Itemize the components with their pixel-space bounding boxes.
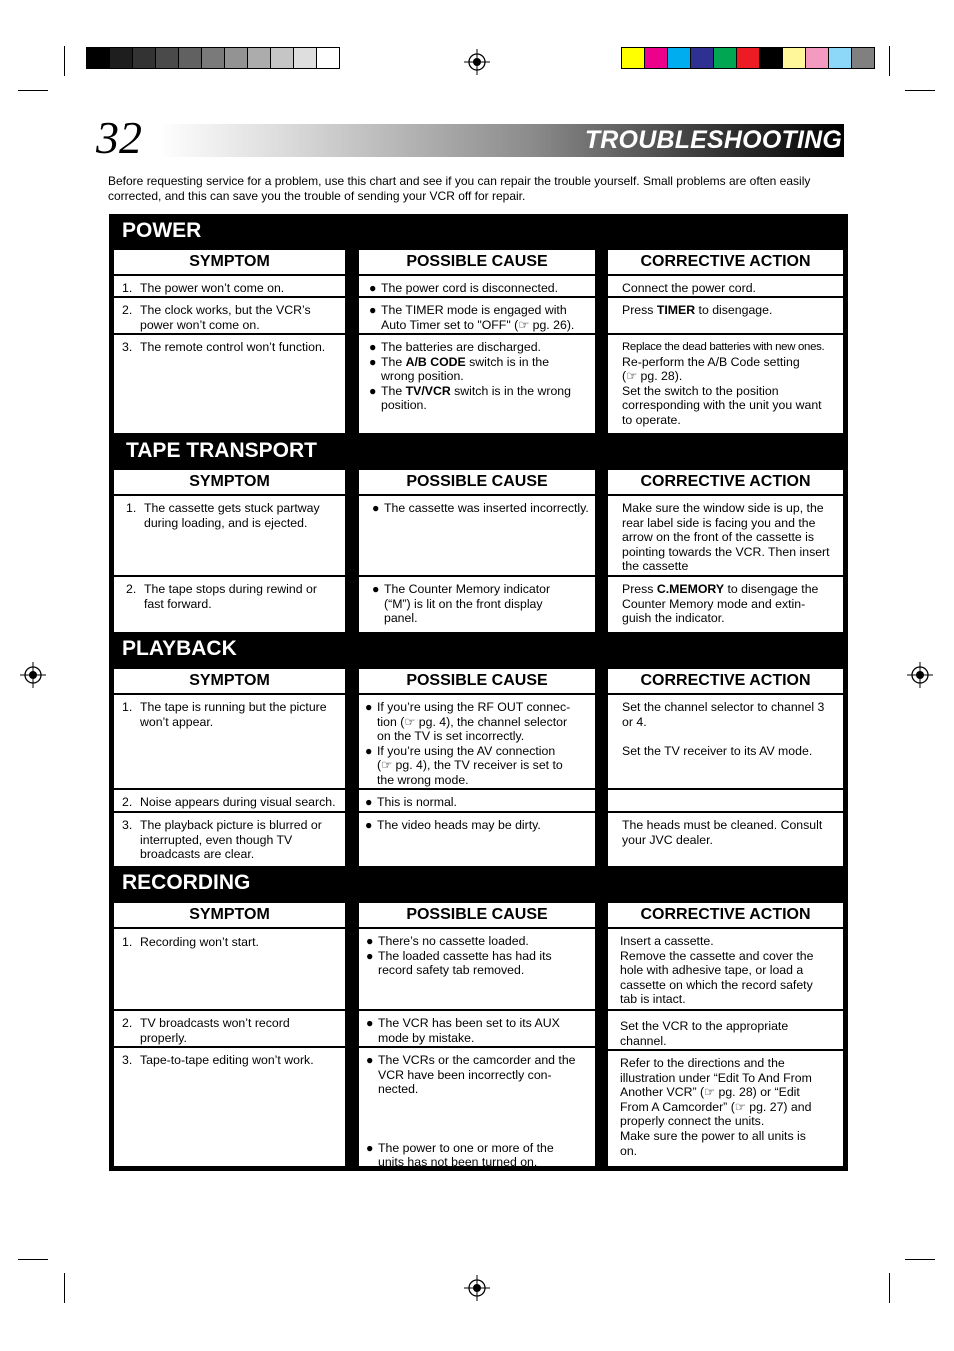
table-row: ● The TIMER mode is engaged with Auto Timer set to "OFF" (☞ pg. 26). [359,298,595,333]
table-row: Press C.MEMORY to disengage the Counter Memory mode and extin- guish the indicator. [608,577,843,632]
table-row: 2. TV broadcasts won’t record properly. [114,1011,345,1046]
table-row: The heads must be cleaned. Consult your JVC dealer. [608,813,843,866]
table-row: ● The cassette was inserted incorrectly. [359,496,595,575]
color-swatch [317,47,340,69]
bullet: ● [365,700,373,714]
color-swatch [156,47,179,69]
table-row [608,790,843,811]
header-cause: POSSIBLE CAUSE [359,250,595,274]
bullet: ● [365,818,373,832]
header-cause: POSSIBLE CAUSE [359,903,595,927]
bullet: ● [369,354,377,369]
crop-mark [889,1273,890,1303]
table-row: 2. The clock works, but the VCR’s power won’t come on. [114,298,345,333]
crop-mark [905,1259,935,1260]
table-row: ● This is normal. [359,790,595,811]
table-row: Press TIMER to disengage. [608,298,843,333]
table-row: Make sure the window side is up, the rear label side is facing you and the arrow on the front of the cassette is pointing towards the VCR. Then insert the cassette [608,496,843,575]
section-title-tape-transport: TAPE TRANSPORT [126,439,317,462]
table-row: Set the VCR to the appropriate channel. [608,1011,843,1049]
color-swatch [294,47,317,69]
bullet: ● [369,340,377,354]
registration-mark-icon [907,662,933,688]
bullet: ● [369,383,377,398]
color-swatch [248,47,271,69]
table-row: Insert a cassette. Remove the cassette and cover the hole with adhesive tape, or load a cassette on which the record safety tab is intact. [608,929,843,1009]
table-row: Refer to the directions and the illustration under “Edit To And From Another VCR” (☞ pg. 28) or “Edit From A Camcorder” (☞ pg. 27) and properly connect the units. Make sure the power to all units is on. [608,1051,843,1166]
color-swatch [179,47,202,69]
table-row: 1. The cassette gets stuck partway during loading, and is ejected. [114,496,345,575]
header-action: CORRECTIVE ACTION [608,903,843,927]
table-row: ● There’s no cassette loaded. ● The loaded cassette has had its record safety tab removed. [359,929,595,1009]
crop-mark [64,46,65,76]
bullet: ● [365,795,373,809]
table-row: 1. The power won’t come on. [114,276,345,296]
registration-mark-icon [20,662,46,688]
color-swatch [852,47,875,69]
table-row: 3. The remote control won’t function. [114,335,345,433]
page-number: 32 [96,112,142,163]
color-swatch [691,47,714,69]
color-swatch [133,47,156,69]
header-symptom: SYMPTOM [114,903,345,927]
crop-mark [905,90,935,91]
crop-mark [18,90,48,91]
bullet: ● [366,1053,374,1067]
color-swatch [668,47,691,69]
color-swatch [783,47,806,69]
header-cause: POSSIBLE CAUSE [359,470,595,494]
table-row: ● The batteries are discharged. ● The A/B CODE switch is in the wrong position. ● The TV/VCR switch is in the wrong position. [359,335,595,433]
table-row: ● The VCR has been set to its AUX mode by mistake. [359,1011,595,1046]
table-row: 2. Noise appears during visual search. [114,790,345,811]
table-row: Set the channel selector to channel 3 or 4. Set the TV receiver to its AV mode. [608,695,843,788]
registration-mark-icon [464,1275,490,1301]
crop-mark [889,46,890,76]
table-row: 3. Tape-to-tape editing won’t work. [114,1048,345,1166]
section-title-recording: RECORDING [122,871,251,894]
registration-mark-icon [464,49,490,75]
header-cause: POSSIBLE CAUSE [359,669,595,693]
section-title-power: POWER [122,219,202,242]
color-swatch [806,47,829,69]
color-swatch [621,47,645,69]
table-row: 1. The tape is running but the picture won’t appear. [114,695,345,788]
table-row: ● The VCRs or the camcorder and the VCR have been incorrectly con- nected. ● The power to one or more of the units has not been turned on. [359,1048,595,1166]
table-row: 1. Recording won’t start. [114,929,345,1009]
color-swatch [110,47,133,69]
table-row: ● The Counter Memory indicator (“M”) is lit on the front display panel. [359,577,595,632]
section-title-playback: PLAYBACK [122,637,237,660]
gray-scale-bar [86,47,340,69]
color-swatch [86,47,110,69]
crop-mark [18,1259,48,1260]
table-row: Replace the dead batteries with new ones. Re-perform the A/B Code setting (☞ pg. 28). Set the switch to the position corresponding with the unit you want to operate. [608,335,843,433]
bullet: ● [369,281,377,295]
header-symptom: SYMPTOM [114,669,345,693]
table-row: ● The power cord is disconnected. [359,276,595,296]
bullet: ● [369,303,377,317]
color-swatch [225,47,248,69]
color-swatch [760,47,783,69]
bullet: ● [372,582,380,596]
table-row: Connect the power cord. [608,276,843,296]
header-action: CORRECTIVE ACTION [608,250,843,274]
header-symptom: SYMPTOM [114,250,345,274]
table-row: 3. The playback picture is blurred or interrupted, even though TV broadcasts are clear. [114,813,345,866]
bullet: ● [366,1016,374,1030]
header-action: CORRECTIVE ACTION [608,470,843,494]
header-action: CORRECTIVE ACTION [608,669,843,693]
bullet: ● [372,501,380,515]
bullet: ● [366,1140,374,1155]
page-title: TROUBLESHOOTING [584,126,842,154]
color-bar [621,47,875,69]
bullet: ● [366,934,374,948]
color-swatch [271,47,294,69]
color-swatch [714,47,737,69]
table-row: ● If you’re using the RF OUT connec- tion (☞ pg. 4), the channel selector on the TV is set incorrectly. ● If you’re using the AV connection (☞ pg. 4), the TV receiver is set to the wrong mode. [359,695,595,788]
color-swatch [829,47,852,69]
color-swatch [737,47,760,69]
table-row: ● The video heads may be dirty. [359,813,595,866]
table-row: 2. The tape stops during rewind or fast forward. [114,577,345,632]
header-symptom: SYMPTOM [114,470,345,494]
bullet: ● [365,743,373,758]
crop-mark [64,1273,65,1303]
color-swatch [645,47,668,69]
bullet: ● [366,948,374,963]
intro-text: Before requesting service for a problem, use this chart and see if you can repair the trouble yourself. Small problems are often easily corrected, and this can save you the trouble of sending your VCR off for repair. [108,174,811,203]
color-swatch [202,47,225,69]
